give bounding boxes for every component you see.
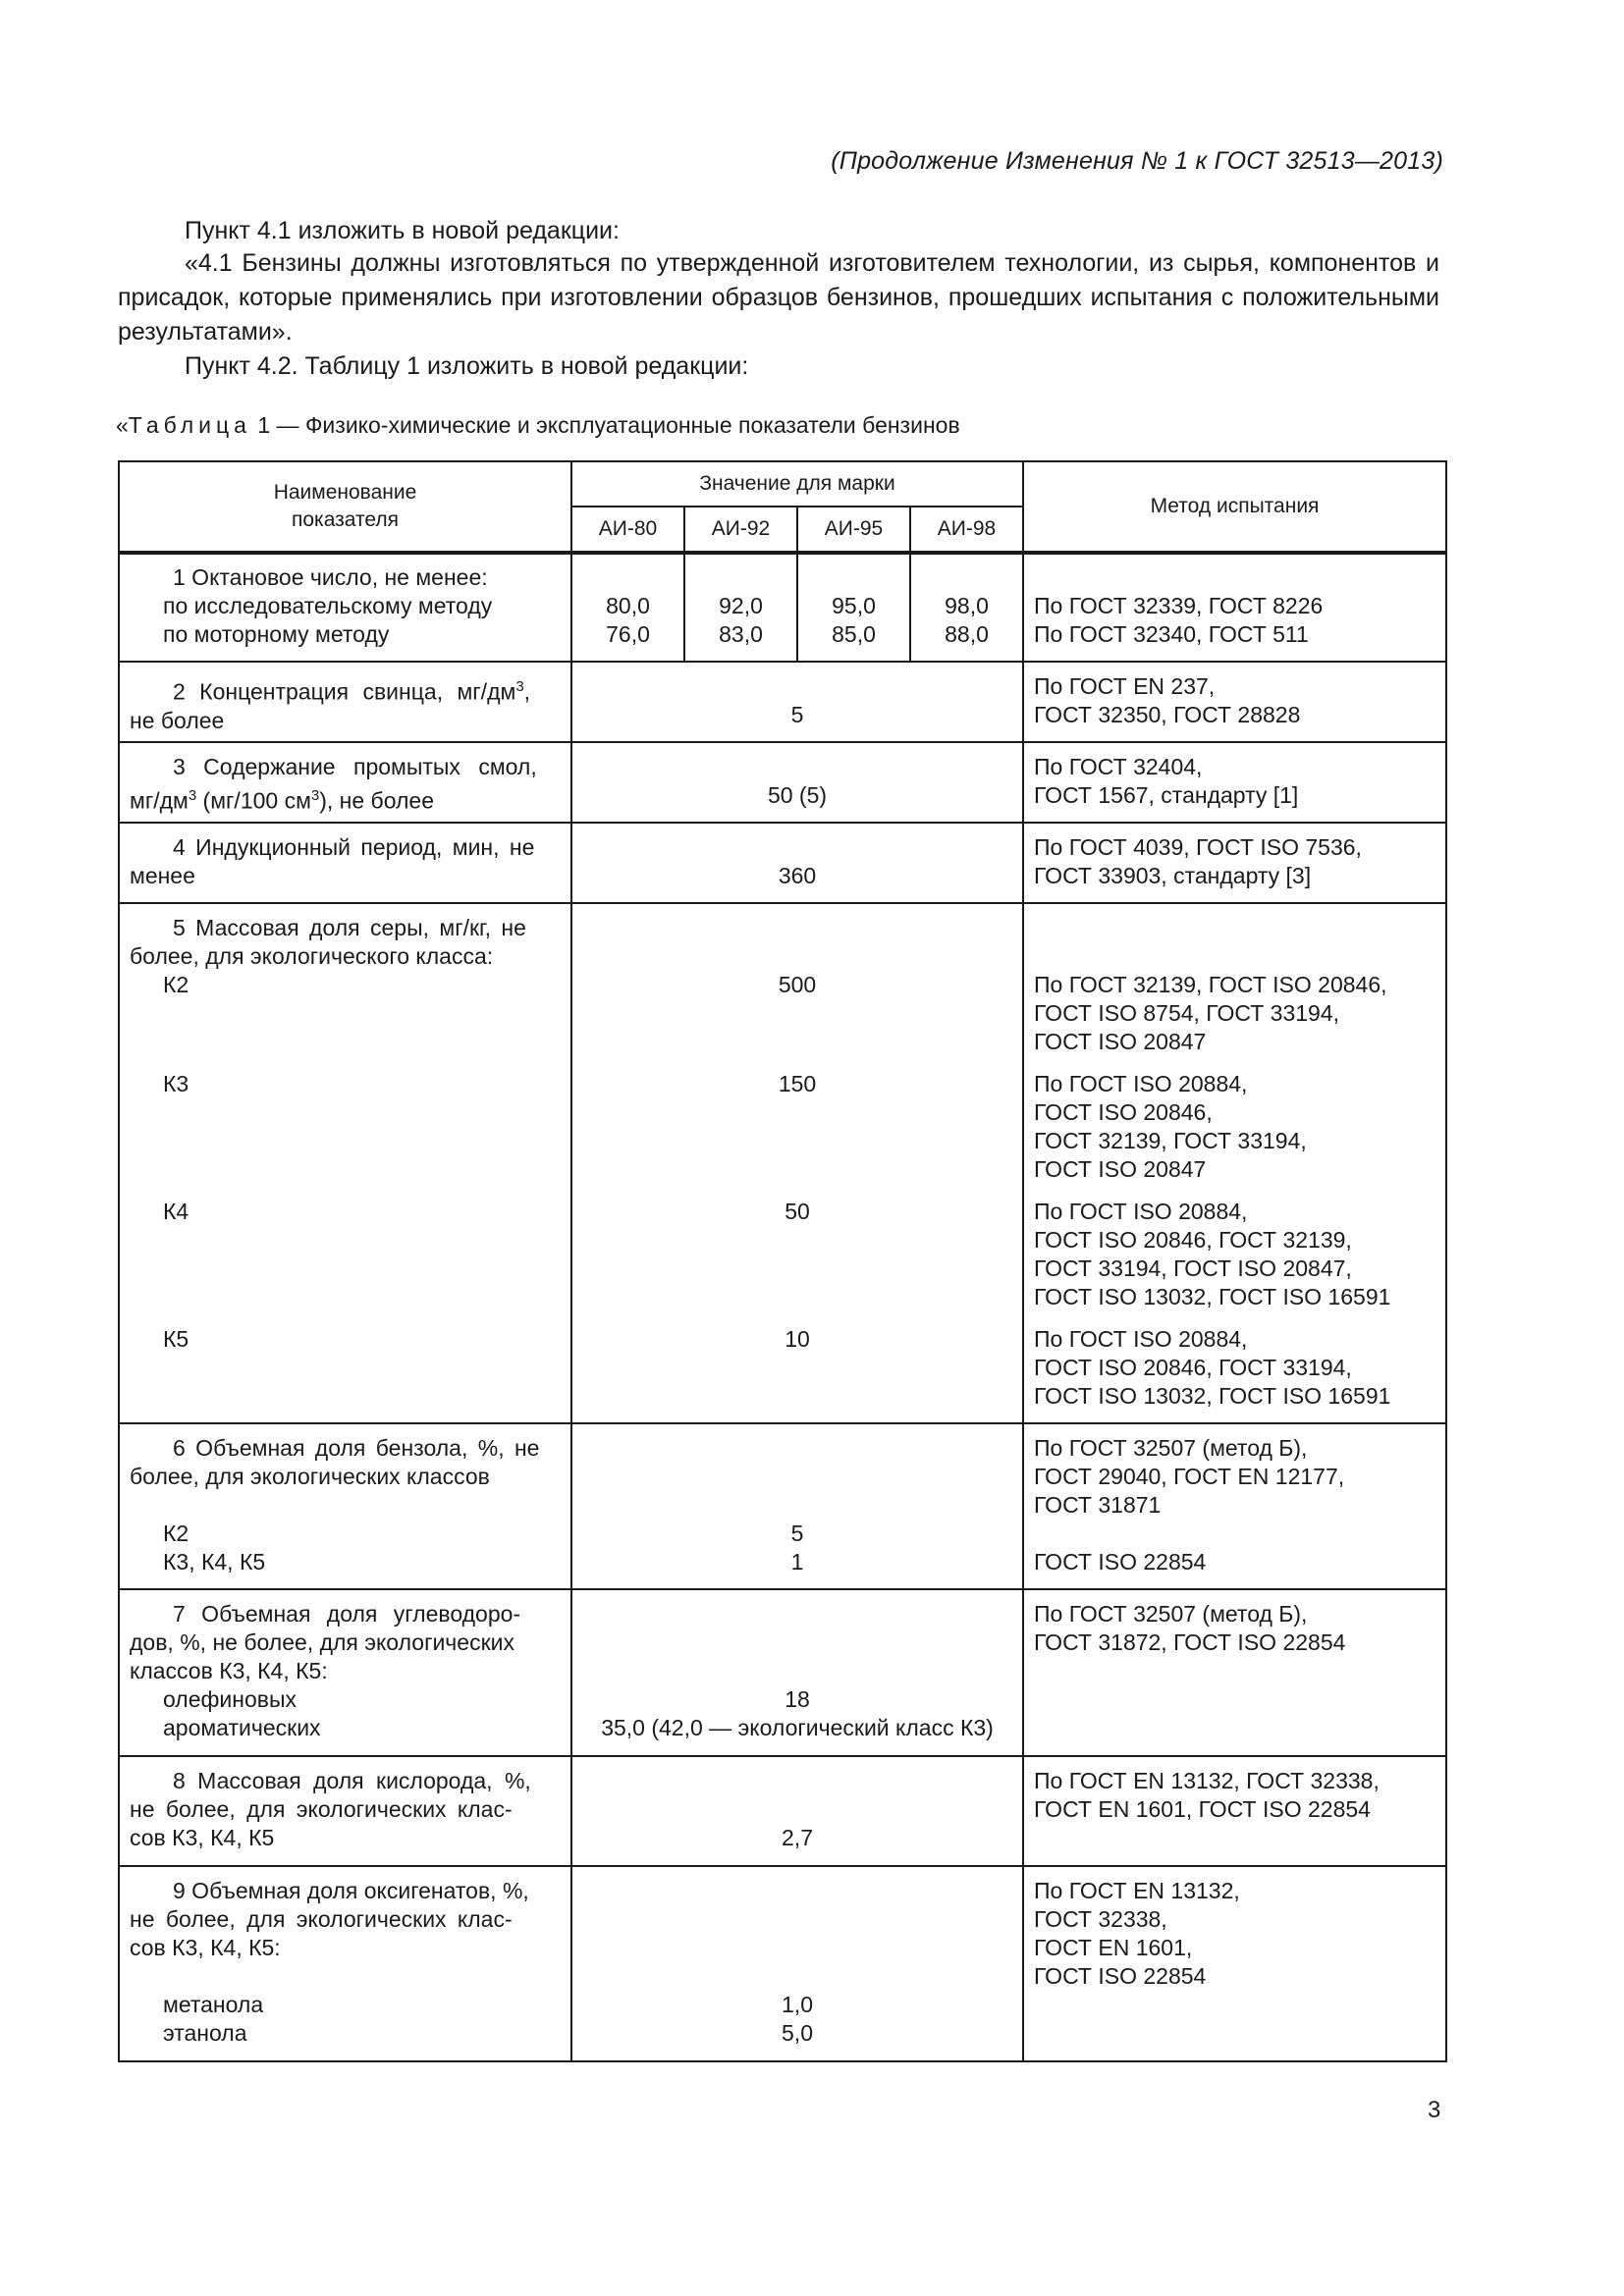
row1-ai80-motor: 76,0 [606,621,650,647]
row3-value: 50 (5) [571,742,1023,823]
paragraph-item-4-2-intro: Пункт 4.2. Таблицу 1 изложить в новой редакции: [185,352,749,380]
row4-name-line2: менее [130,863,195,888]
row4-value: 360 [571,823,1023,903]
row5-method-k4-line: ГОСТ 33194, ГОСТ ISO 20847, [1034,1255,1352,1281]
header-name: Наименование показателя [119,461,571,553]
row8-name-line2: не более, для экологических клас- [130,1796,513,1822]
row5-method-k3-line: По ГОСТ ISO 20884, [1034,1071,1248,1096]
header-value-group: Значение для марки [571,461,1023,507]
row1-ai95-motor: 85,0 [832,621,876,647]
table-row [119,1866,1446,2061]
row9-method-line: ГОСТ ISO 22854 [1034,1963,1207,1989]
row3-name-sup1: 3 [188,787,197,804]
row3-name-b: мг/дм [130,787,189,814]
header-grade-ai80: АИ-80 [571,507,684,553]
header-grade-ai92: АИ-92 [684,507,797,553]
row7-value-aromatic: 35,0 (42,0 — экологический класс К3) [601,1715,994,1740]
row5-class-k3: К3 [163,1071,189,1096]
row5-class-k4: К4 [163,1199,189,1224]
running-header: (Продолжение Изменения № 1 к ГОСТ 32513—2013) [831,147,1443,175]
row1-ai98-motor: 88,0 [945,621,989,647]
table-caption [116,412,960,439]
row5-name-line2: более, для экологического класса: [130,943,494,969]
row5-method-k2 [1034,971,1435,1070]
table-row [119,1589,1446,1756]
row1-name-title: 1 Октановое число, не менее: [173,564,488,590]
row3-name-line2 [130,781,561,816]
row2-name-sup: 3 [515,678,524,695]
row7-value-olefin: 18 [785,1686,810,1712]
row9-sub-methanol: метанола [163,1992,264,2017]
row5-value-k3: 150 [778,1071,817,1096]
row1-method-motor: По ГОСТ 32340, ГОСТ 511 [1034,621,1309,647]
row5-method-k4-line: ГОСТ ISO 13032, ГОСТ ISO 16591 [1034,1284,1391,1309]
row8-value: 2,7 [571,1756,1023,1866]
row5-name-line1: 5 Массовая доля серы, мг/кг, не [173,915,526,940]
row5-method-k5 [1034,1325,1435,1411]
row7-name-line1: 7 Объемная доля углеводоро- [173,1601,521,1627]
row5-value-k4: 50 [785,1199,810,1224]
table-row [119,553,1446,662]
row8-method-line2: ГОСТ EN 1601, ГОСТ ISO 22854 [1034,1796,1371,1822]
row5-method-k3 [1034,1070,1435,1198]
row9-value-methanol: 1,0 [782,1992,813,2017]
row5-method-k3-line: ГОСТ ISO 20846, [1034,1099,1213,1125]
row5-value-k2: 500 [778,972,817,997]
row6-name-line2: более, для экологических классов [130,1464,490,1489]
row3-method-line1: По ГОСТ 32404, [1034,754,1203,779]
row2-name-line1 [130,672,561,707]
row2-value: 5 [571,662,1023,742]
row6-method-line: По ГОСТ 32507 (метод Б), [1034,1435,1308,1461]
row5-method-k3-line: ГОСТ 32139, ГОСТ 33194, [1034,1128,1307,1153]
row7-name-line3: классов К3, К4, К5: [130,1658,328,1683]
row6-method-line: ГОСТ 31871 [1034,1492,1162,1518]
row8-name-line1: 8 Массовая доля кислорода, %, [173,1768,531,1793]
row5-method-k4-line: По ГОСТ ISO 20884, [1034,1199,1248,1224]
row2-name-b: , [523,678,531,705]
row5-method-k2-line: ГОСТ ISO 8754, ГОСТ 33194, [1034,1000,1339,1026]
header-grade-ai95: АИ-95 [797,507,910,553]
row3-name-line1: 3 Содержание промытых смол, [173,754,537,779]
row1-name-research: по исследовательскому методу [163,593,493,618]
row5-method-k3-line: ГОСТ ISO 20847 [1034,1156,1207,1182]
row1-ai92-research: 92,0 [719,593,763,618]
row3-name-sup2: 3 [310,787,320,804]
row5-method-k4-line: ГОСТ ISO 20846, ГОСТ 32139, [1034,1227,1352,1253]
row3-name-d: ), не более [319,787,435,814]
row5-class-k5: К5 [163,1326,189,1352]
paragraph-item-4-1-intro: Пункт 4.1 изложить в новой редакции: [185,217,620,244]
row5-method-k5-line: ГОСТ ISO 13032, ГОСТ ISO 16591 [1034,1383,1391,1409]
row5-method-k2-line: ГОСТ ISO 20847 [1034,1029,1207,1054]
row5-method-k5-line: ГОСТ ISO 20846, ГОСТ 33194, [1034,1355,1352,1380]
row2-name-a: 2 Концентрация свинца, мг/дм [173,678,516,705]
page-number: 3 [1428,2097,1441,2123]
row4-name-line1: 4 Индукционный период, мин, не [173,834,535,860]
row1-ai98-research: 98,0 [945,593,989,618]
row9-name-line3: сов К3, К4, К5: [130,1935,281,1960]
row3-name-c: (мг/100 см [196,787,311,814]
table-row [119,1756,1446,1866]
table-row [119,903,1446,1423]
row6-method-line: ГОСТ 29040, ГОСТ EN 12177, [1034,1464,1345,1489]
row2-method-line1: По ГОСТ EN 237, [1034,673,1216,699]
caption-text: 1 — Физико-химические и эксплуатационные показатели бензинов [250,412,960,438]
row6-value-k2: 5 [790,1521,804,1546]
row8-method-line1: По ГОСТ EN 13132, ГОСТ 32338, [1034,1768,1380,1793]
row5-method-k5-line: По ГОСТ ISO 20884, [1034,1326,1248,1352]
row1-ai92-motor: 83,0 [719,621,763,647]
row6-method-line: ГОСТ ISO 22854 [1034,1549,1207,1575]
table-row [119,662,1446,742]
row7-name-line2: дов, %, не более, для экологических [130,1629,514,1655]
row1-name-motor: по моторному методу [163,621,390,647]
row5-method-k4 [1034,1198,1435,1325]
row5-class-k2: К2 [163,972,189,997]
row3-method-line2: ГОСТ 1567, стандарту [1] [1034,782,1299,808]
header-grade-ai98: АИ-98 [910,507,1023,553]
row2-method-line2: ГОСТ 32350, ГОСТ 28828 [1034,702,1301,727]
row7-method-line1: По ГОСТ 32507 (метод Б), [1034,1601,1308,1627]
row9-method-line: По ГОСТ EN 13132, [1034,1878,1240,1903]
row1-ai95-research: 95,0 [832,593,876,618]
row9-method-line: ГОСТ 32338, [1034,1906,1167,1932]
row8-name-line3: сов К3, К4, К5 [130,1825,275,1850]
caption-label: Таблица [128,412,251,438]
header-method: Метод испытания [1023,461,1446,553]
row9-name-line2: не более, для экологических клас- [130,1906,513,1932]
row5-method-k2-line: По ГОСТ 32139, ГОСТ ISO 20846, [1034,972,1387,997]
row6-value-k345: 1 [790,1549,804,1575]
table-row [119,823,1446,903]
row2-name-line2: не более [130,707,225,733]
row6-sub-k345: К3, К4, К5 [163,1549,266,1575]
row9-sub-ethanol: этанола [163,2020,247,2046]
row7-sub-olefin: олефиновых [163,1686,298,1712]
paragraph-item-4-1-text: «4.1 Бензины должны изготовляться по утвержденной изготовителем технологии, из сырья, компонентов и присадок, которые применялись при изготовлении образцов бензинов, прошедших испытания с положительными результатами». [118,249,1439,346]
row4-method-line2: ГОСТ 33903, стандарту [3] [1034,863,1312,888]
row9-value-ethanol: 5,0 [782,2020,813,2046]
row6-name-line1: 6 Объемная доля бензола, %, не [173,1435,540,1461]
row6-sub-k2: К2 [163,1521,189,1546]
row4-method-line1: По ГОСТ 4039, ГОСТ ISO 7536, [1034,834,1362,860]
row9-name-line1: 9 Объемная доля оксигенатов, %, [173,1878,529,1903]
row9-method-line: ГОСТ EN 1601, [1034,1935,1193,1960]
gasoline-properties-table [118,460,1447,2062]
row1-method-research: По ГОСТ 32339, ГОСТ 8226 [1034,593,1324,618]
caption-quote: « [116,412,129,438]
row1-ai80-research: 80,0 [606,593,650,618]
table-row [119,742,1446,823]
table-row [119,1423,1446,1589]
row7-sub-aromatic: ароматических [163,1715,321,1740]
row5-value-k5: 10 [785,1326,810,1352]
row7-method-line2: ГОСТ 31872, ГОСТ ISO 22854 [1034,1629,1346,1655]
